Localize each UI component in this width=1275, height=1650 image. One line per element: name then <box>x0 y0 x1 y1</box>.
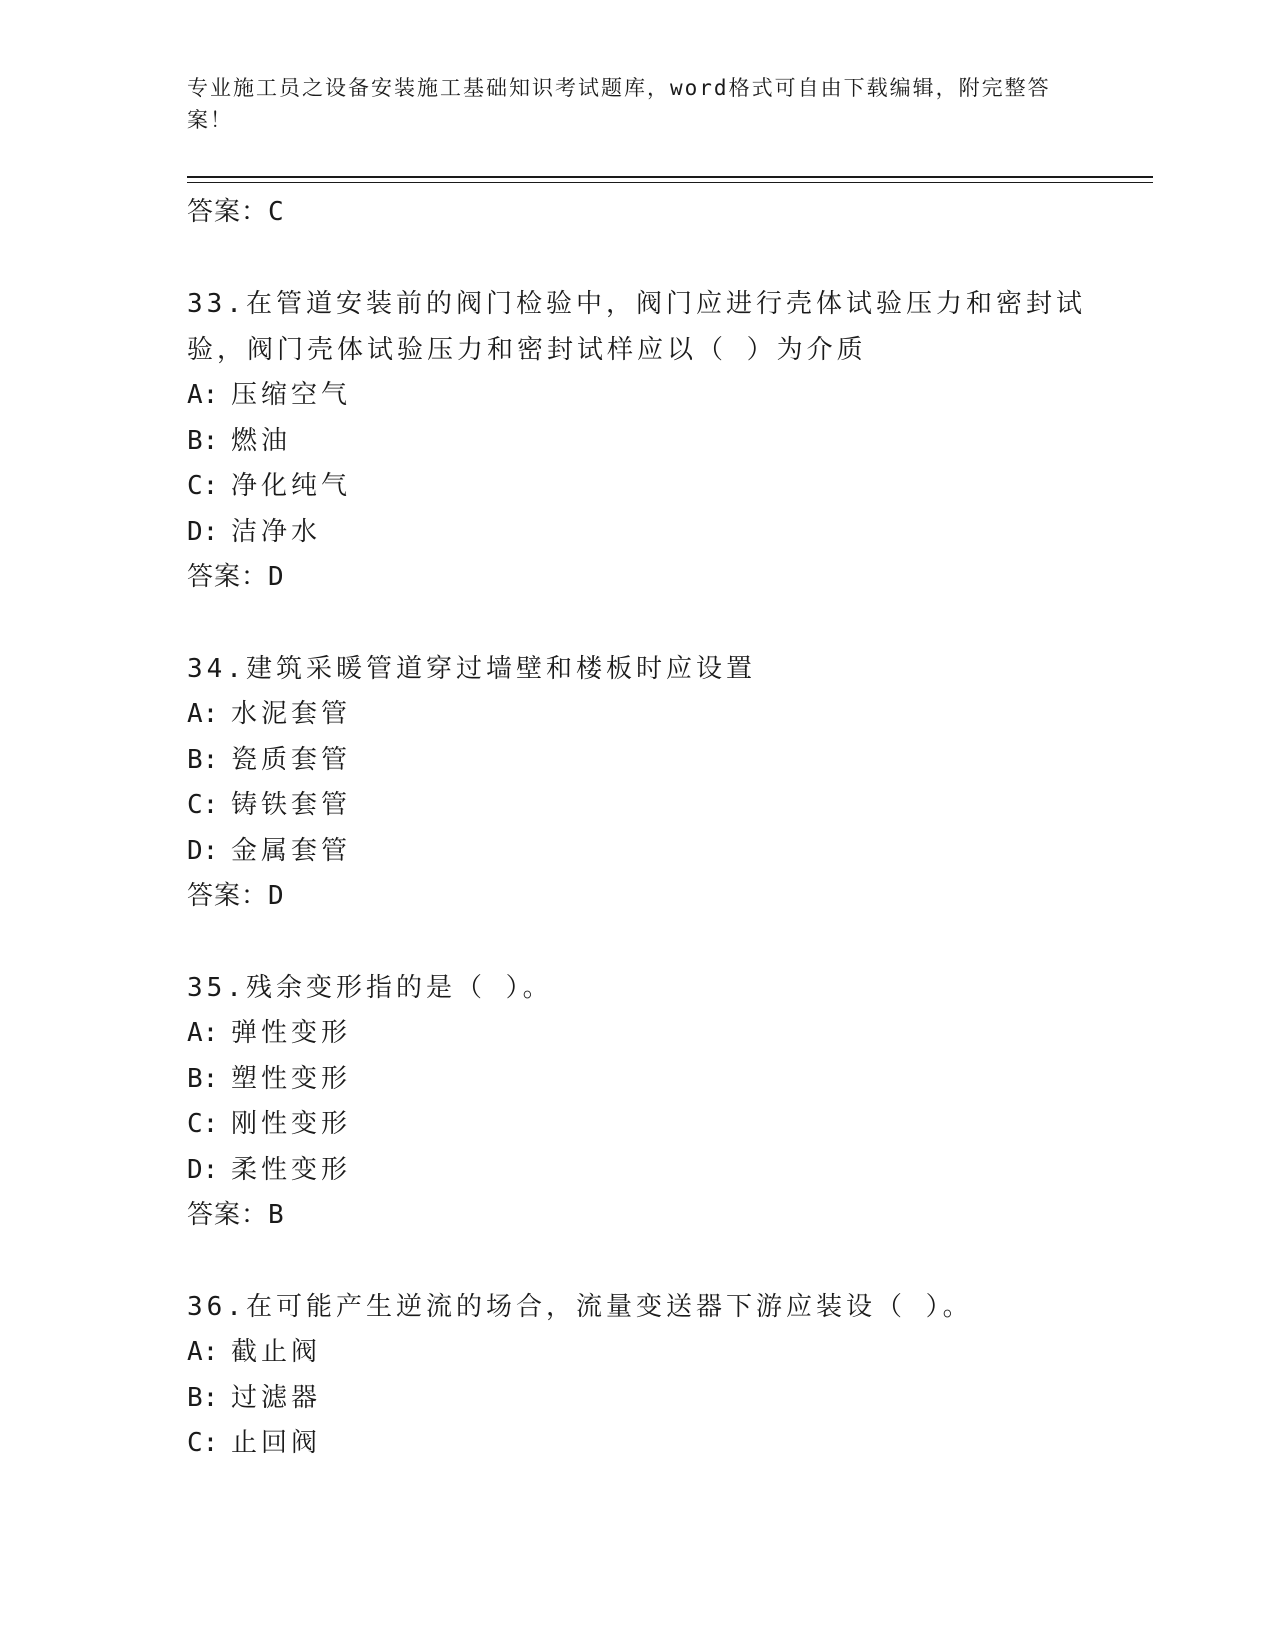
option-b <box>187 1057 1107 1103</box>
option-text: 过滤器 <box>231 1382 322 1413</box>
option-key: D: <box>187 1154 219 1185</box>
option-text: 燃油 <box>231 425 292 456</box>
option-d <box>187 829 1107 875</box>
spacer <box>187 918 1107 965</box>
header-rule-thick <box>187 176 1153 178</box>
option-key: B: <box>187 1382 219 1413</box>
option-c <box>187 1421 1107 1467</box>
option-key: C: <box>187 1428 219 1458</box>
option-key: B: <box>187 744 219 775</box>
spacer <box>187 1237 1107 1284</box>
option-text: 净化纯气 <box>231 471 352 501</box>
question-text: 36.在可能产生逆流的场合，流量变送器下游应装设（ ）。 <box>187 1292 973 1322</box>
question-block <box>187 1284 1107 1467</box>
option-key: A: <box>187 1337 219 1367</box>
option-c <box>187 1102 1107 1148</box>
answer-line: 答案：D <box>187 562 285 592</box>
question-block <box>187 281 1107 599</box>
question-block <box>187 965 1107 1237</box>
option-text: 弹性变形 <box>231 1018 352 1048</box>
spacer <box>187 234 1107 281</box>
option-key: A: <box>187 699 219 729</box>
question-text: 34.建筑采暖管道穿过墙壁和楼板时应设置 <box>187 654 756 684</box>
question-text: 33.在管道安装前的阀门检验中，阀门应进行壳体试验压力和密封试验，阀门壳体试验压力和密封试样应以（ ）为介质 <box>187 289 1086 365</box>
option-key: A: <box>187 380 219 410</box>
option-text: 刚性变形 <box>231 1109 352 1139</box>
option-b <box>187 1376 1107 1422</box>
option-text: 瓷质套管 <box>231 744 352 775</box>
option-b <box>187 419 1107 465</box>
option-c <box>187 783 1107 829</box>
option-b <box>187 738 1107 784</box>
option-d <box>187 510 1107 556</box>
header-rule-thin <box>187 182 1153 183</box>
option-key: D: <box>187 516 219 547</box>
option-text: 金属套管 <box>231 835 352 866</box>
question-list <box>187 190 1107 1467</box>
option-c <box>187 464 1107 510</box>
option-key: B: <box>187 1063 219 1094</box>
option-text: 止回阀 <box>231 1428 322 1458</box>
spacer <box>187 599 1107 646</box>
option-text: 压缩空气 <box>231 380 352 410</box>
option-a <box>187 1330 1107 1376</box>
option-key: B: <box>187 425 219 456</box>
question-text: 35.残余变形指的是（ ）。 <box>187 973 553 1003</box>
option-a <box>187 692 1107 738</box>
option-a <box>187 373 1107 419</box>
option-key: D: <box>187 835 219 866</box>
option-text: 柔性变形 <box>231 1154 352 1185</box>
option-a <box>187 1011 1107 1057</box>
document-header: 专业施工员之设备安装施工基础知识考试题库，word格式可自由下载编辑，附完整答案！ <box>187 76 1051 132</box>
option-d <box>187 1148 1107 1194</box>
option-key: C: <box>187 790 219 820</box>
option-key: A: <box>187 1018 219 1048</box>
option-text: 洁净水 <box>231 516 322 547</box>
option-text: 铸铁套管 <box>231 790 352 820</box>
option-key: C: <box>187 471 219 501</box>
option-text: 水泥套管 <box>231 699 352 729</box>
option-key: C: <box>187 1109 219 1139</box>
question-block <box>187 646 1107 918</box>
answer-line: 答案：B <box>187 1200 285 1230</box>
answer-line: 答案：D <box>187 881 285 911</box>
option-text: 截止阀 <box>231 1337 322 1367</box>
answer-line: 答案：C <box>187 197 285 227</box>
option-text: 塑性变形 <box>231 1063 352 1094</box>
